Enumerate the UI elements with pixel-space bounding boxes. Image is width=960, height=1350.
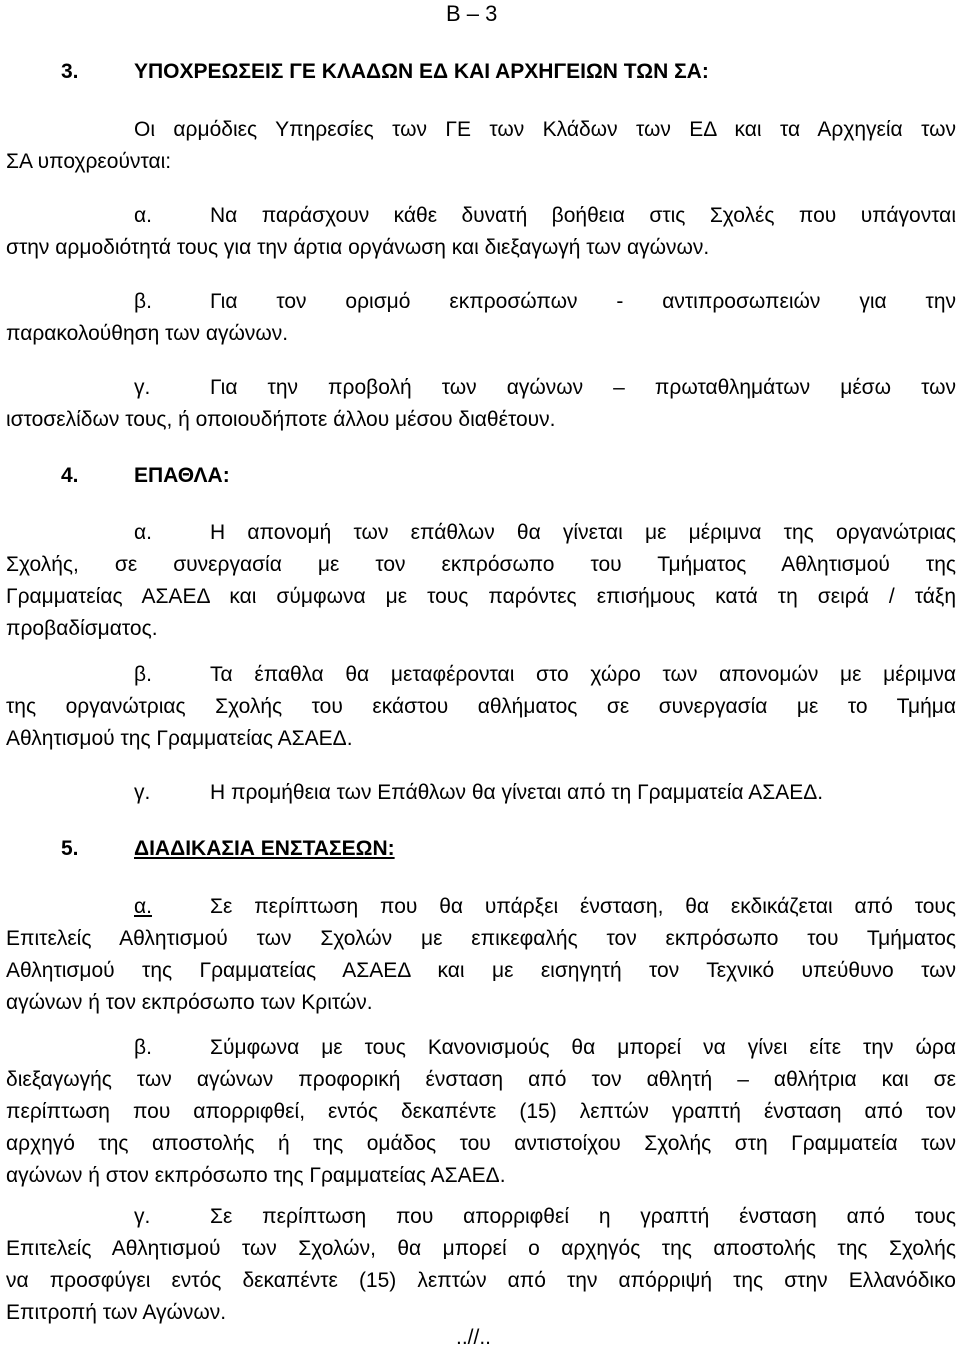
text-line: παρακολούθηση των αγώνων. [6, 322, 289, 345]
text-line: Γραμματείας ΑΣΑΕΔ και σύμφωνα με τους παρόντες επισήμους κατά τη σειρά / τάξη [6, 585, 956, 608]
item-text: Σύμφωνα με τους Κανονισμούς θα μπορεί να γίνει είτε την ώρα [210, 1036, 956, 1059]
item-text: Η προμήθεια των Επάθλων θα γίνεται από τη Γραμματεία ΑΣΑΕΔ. [210, 781, 824, 804]
item-first-line [6, 200, 956, 232]
text-line: αγώνων ή στον εκπρόσωπο της Γραμματείας ΑΣΑΕΔ. [6, 1164, 506, 1187]
text-line: Επιτελείς Αθλητισμού των Σχολών με επικεφαλής τον εκπρόσωπο του Τμήματος [6, 927, 956, 950]
item-first-line [6, 777, 956, 809]
item-marker: β. [134, 1036, 152, 1059]
text-line: Οι αρμόδιες Υπηρεσίες των ΓΕ των Κλάδων των ΕΔ και τα Αρχηγεία των [134, 118, 956, 141]
section-5-heading [6, 833, 956, 865]
section-4-number: 4. [61, 464, 79, 487]
section-5-item-c [6, 1201, 956, 1329]
text-line: Επιτελείς Αθλητισμού των Σχολών, θα μπορεί ο αρχηγός της αποστολής της Σχολής [6, 1237, 956, 1260]
item-first-line [6, 659, 956, 691]
item-marker: α. [134, 895, 152, 918]
section-4-title: ΕΠΑΘΛΑ: [134, 464, 230, 487]
item-text: Για τον ορισμό εκπροσώπων - αντιπροσωπειών για την [210, 290, 956, 313]
section-5-item-b [6, 1032, 956, 1192]
item-first-line [6, 1201, 956, 1233]
text-line: της οργανώτριας Σχολής του εκάστου αθλήματος σε συνεργασία με το Τμήμα [6, 695, 956, 718]
item-marker: β. [134, 290, 152, 313]
text-line: ΣΑ υποχρεούνται: [6, 150, 172, 173]
item-marker: γ. [134, 1205, 151, 1228]
section-4-item-b [6, 659, 956, 755]
text-line: να προσφύγει εντός δεκαπέντε (15) λεπτών από την απόρριψή της στην Ελλανόδικο [6, 1269, 956, 1292]
section-3-number: 3. [61, 60, 79, 83]
text-line: διεξαγωγής των αγώνων προφορική ένσταση από τον αθλητή – αθλήτρια και σε [6, 1068, 956, 1091]
text-line: αρχηγό της αποστολής ή της ομάδος του αντιστοίχου Σχολής στη Γραμματεία των [6, 1132, 956, 1155]
section-3-title: ΥΠΟΧΡΕΩΣΕΙΣ ΓΕ ΚΛΑΔΩΝ ΕΔ ΚΑΙ ΑΡΧΗΓΕΙΩΝ ΤΩΝ ΣΑ: [134, 60, 709, 83]
section-3-heading [6, 56, 956, 88]
item-first-line [6, 372, 956, 404]
item-text: Σε περίπτωση που απορριφθεί η γραπτή ένσταση από τους [210, 1205, 956, 1228]
item-first-line [6, 517, 956, 549]
text-line: Σχολής, σε συνεργασία με τον εκπρόσωπο του Τμήματος Αθλητισμού της [6, 553, 956, 576]
text-line: Αθλητισμού της Γραμματείας ΑΣΑΕΔ και με εισηγητή τον Τεχνικό υπεύθυνο των [6, 959, 956, 982]
page-continuation-mark: ..//.. [456, 1326, 492, 1349]
item-text: Η απονομή των επάθλων θα γίνεται με μέριμνα της οργανώτριας [210, 521, 956, 544]
text-line: στην αρμοδιότητά τους για την άρτια οργάνωση και διεξαγωγή των αγώνων. [6, 236, 710, 259]
item-marker: γ. [134, 781, 151, 804]
text-line: Επιτροπή των Αγώνων. [6, 1301, 227, 1324]
text-line: Αθλητισμού της Γραμματείας ΑΣΑΕΔ. [6, 727, 353, 750]
item-text: Τα έπαθλα θα μεταφέρονται στο χώρο των απονομών με μέριμνα [210, 663, 956, 686]
text-line: ιστοσελίδων τους, ή οποιουδήποτε άλλου μέσου διαθέτουν. [6, 408, 556, 431]
section-3-intro [6, 114, 956, 178]
section-4-heading [6, 460, 956, 492]
section-3-item-a [6, 200, 956, 264]
section-5-item-a [6, 891, 956, 1019]
item-first-line [6, 286, 956, 318]
item-text: Για την προβολή των αγώνων – πρωταθλημάτων μέσω των [210, 376, 956, 399]
text-line: αγώνων ή τον εκπρόσωπο των Κριτών. [6, 991, 373, 1014]
item-text: Σε περίπτωση που θα υπάρξει ένσταση, θα εκδικάζεται από τους [210, 895, 956, 918]
item-first-line [6, 891, 956, 923]
section-3-item-b [6, 286, 956, 350]
item-first-line [6, 1032, 956, 1064]
section-3-item-c [6, 372, 956, 436]
item-marker: β. [134, 663, 152, 686]
section-5-title: ΔΙΑΔΙΚΑΣΙΑ ΕΝΣΤΑΣΕΩΝ: [134, 837, 395, 860]
item-marker: α. [134, 204, 152, 227]
item-marker: γ. [134, 376, 151, 399]
section-4-item-a [6, 517, 956, 645]
section-4-item-c [6, 777, 956, 809]
item-text: Να παράσχουν κάθε δυνατή βοήθεια στις Σχολές που υπάγονται [210, 204, 956, 227]
item-marker: α. [134, 521, 152, 544]
text-line: προβαδίσματος. [6, 617, 158, 640]
text-line: περίπτωση που απορριφθεί, εντός δεκαπέντε (15) λεπτών γραπτή ένσταση από τον [6, 1100, 956, 1123]
page-code: Β – 3 [446, 1, 498, 26]
section-5-number: 5. [61, 837, 79, 860]
